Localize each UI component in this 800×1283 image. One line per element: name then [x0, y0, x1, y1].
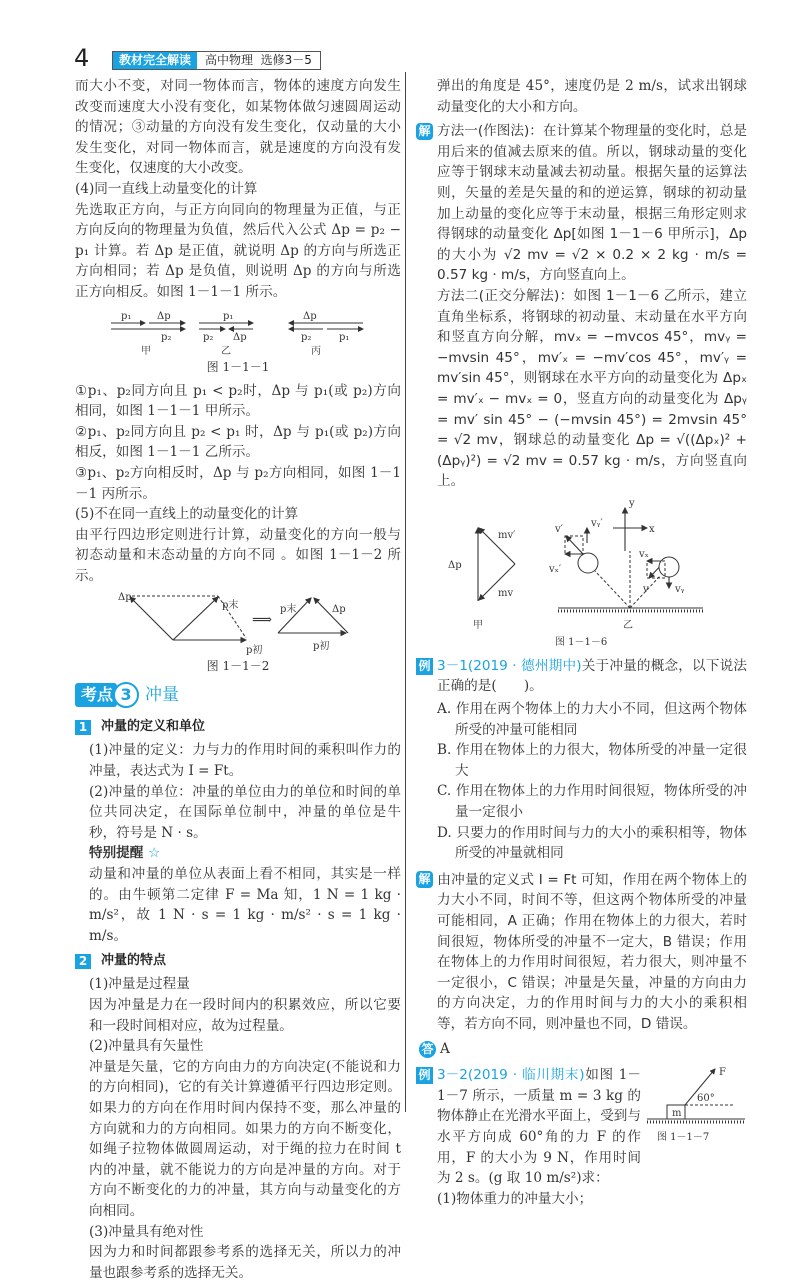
tip-heading [89, 843, 401, 864]
section-heading [75, 718, 401, 736]
left-column [75, 76, 401, 1283]
label-dp: Δp [448, 559, 462, 571]
implies-arrow: ⟹ [252, 612, 273, 629]
tip-text: 动量和冲量的单位从表面上看不相同，其实是一样的。由牛顿第二定律 F = Ma 知，1 N = 1 kg · m/s²，故 1 N · s = 1 kg · m/s² · s = 1 kg · m/s。 [89, 866, 401, 944]
running-header [112, 51, 321, 70]
column-divider [405, 72, 406, 1112]
example-source: 3－2(2019 · 临川期末) [437, 1067, 585, 1084]
label-p1: p₁ [121, 310, 132, 322]
axis-y: y [629, 497, 635, 509]
case-3: ③p₁、p₂方向相反时，Δp 与 p₂方向相同，如图 1－1－1 丙所示。 [75, 464, 401, 502]
problem-continuation: 弹出的角度是 45°，速度仍是 2 m/s，试求出钢球动量变化的大小和方向。 [437, 78, 747, 115]
section-impulse-features [75, 952, 401, 1283]
subheading: (4)同一直线上动量变化的计算 [75, 180, 258, 197]
paragraph: 因为力和时间都跟参考系的选择无关，所以力的冲量也跟参考系的选择无关。 [89, 1244, 401, 1281]
figure-caption: 图 1－1－7 [657, 1132, 710, 1144]
figure-caption: 图 1－1－1 [206, 359, 270, 374]
subheading: (5)不在同一直线上的动量变化的计算 [75, 506, 299, 523]
sub-label: 丙 [311, 345, 321, 357]
figure-caption: 图 1－1－2 [206, 659, 270, 674]
subheading: (2)冲量具有矢量性 [89, 1038, 204, 1055]
label-vy-prime: vᵧ′ [591, 517, 603, 529]
kaodian-label: 考点 [75, 683, 117, 707]
label-p2: p₂ [161, 331, 172, 343]
question-stem: 如图 1－1－7 所示，一质量 m = 3 kg 的物体静止在光滑水平面上，受到与水平方向成 60°角的力 F 的作用，F 的大小为 9 N，作用时间为 2 s。(g 取 10 m/s²)求： [437, 1067, 641, 1187]
label-v: v [643, 583, 649, 595]
example-source: 3－1(2019 · 德州期中) [437, 657, 582, 674]
solution-icon: 解 [416, 123, 433, 140]
label-v-prime: v′ [555, 523, 563, 535]
paragraph: 因为冲量是力在一段时间内的积累效应，所以它要和一段时间相对应，故为过程量。 [89, 997, 401, 1034]
section-heading [75, 952, 401, 970]
subheading: (3)冲量具有绝对性 [89, 1223, 204, 1240]
option-b: B. 作用在物体上的力很大，物体所受的冲量一定很大 [437, 742, 747, 779]
option-d: D. 只要力的作用时间与力的大小的乘积相等，物体所受的冲量就相同 [437, 824, 747, 862]
case-2: ②p₁、p₂同方向且 p₂ < p₁ 时，Δp 与 p₁(或 p₂)方向相反，如图 1－1－1 乙所示。 [75, 423, 401, 461]
method-1: 方法一(作图法)：在计算某个物理量的变化时，总是用后来的值减去原来的值。所以，钢球动量的变化应等于钢球末动量减去初动量。根据矢量的运算法则，矢量的差是矢量的和的逆运算，钢球的初动量加上动量的变化应等于末动量，根据三角形定则求得钢球的动量变化 Δp[如图 1－1－6 甲所示]，Δp 的大小为 √2 mv = √2 × 0.2 × 2 kg · m/s = 0.57 kg · m/s，方向竖直向上。 [437, 123, 747, 284]
ball-before [659, 557, 679, 577]
label-p-initial: p初 [313, 641, 330, 653]
label-dp: Δp [303, 310, 317, 322]
figure-1-1-7 [647, 1065, 747, 1145]
case-1: ①p₁、p₂同方向且 p₁ < p₂时，Δp 与 p₁(或 p₂)方向相同，如图 1－1－1 甲所示。 [75, 382, 401, 420]
label-dp: Δp [233, 331, 247, 343]
method-2: 方法二(正交分解法)：如图 1－1－6 乙所示，建立直角坐标系，将钢球的初动量、末动量在水平方向和竖直方向分解，mvₓ = −mvcos 45°，mvᵧ = −mvsin 45°，mv′ₓ = −mv′cos 45°，mv′ᵧ = mv′sin 45°，则钢球在水平方向的动量变化为 Δpₓ = mv′ₓ − mvₓ = 0，竖直方向的动量变化为 Δpᵧ = mv′ sin 45° − (−mvsin 45°) = 2mvsin 45° = √2 mv，钢球总的动量变化 Δp = √((Δpₓ)² + (Δpᵧ)²) = √2 mv = 0.57 kg · m/s，方向竖直向上。 [437, 287, 747, 490]
star-icon: ☆ [148, 845, 161, 862]
right-column [419, 76, 747, 1209]
paragraph: 先选取正方向，与正方向同向的物理量为正值，与正方向反向的物理量为负值，然后代入公式 Δp = p₂ − p₁ 计算。若 Δp 是正值，就说明 Δp 的方向与所选正方向相同；若 Δp 是负值，则说明 Δp 的方向与所选正方向相反。如图 1－1－1 所示。 [75, 201, 401, 300]
label-vx: vₓ [639, 548, 649, 560]
kaodian-banner [75, 682, 401, 708]
label-dp: Δp [118, 592, 132, 604]
paragraph: 由平行四边形定则进行计算，动量变化的方向一般与初态动量和末态动量的方向不同 。如图 1－1－2 所示。 [75, 526, 401, 584]
subheading: (1)冲量是过程量 [89, 976, 190, 993]
label-mass: m [672, 1108, 682, 1120]
figure-1-1-6 [443, 496, 723, 648]
sub-label: 甲 [473, 619, 483, 631]
example-icon: 例 [416, 1067, 433, 1084]
sub-label: 乙 [623, 619, 633, 631]
label-p2: p₂ [203, 331, 214, 343]
section-number: 2 [75, 954, 91, 969]
label-p1: p₁ [339, 331, 350, 343]
label-dp: Δp [157, 310, 171, 322]
solution-text: 由冲量的定义式 I = Ft 可知，作用在两个物体上的力大小不同，时间不等，但这两个物体所受的冲量可能相同，A 正确；作用在物体上的力很大，若时间很短，物体所受的冲量不一定大，B 错误；作用在物体上的力作用时间很短，若力很大，则冲量不一定很小，C 错误；冲量是矢量，冲量的方向由力的方向决定，力的作用时间与力的大小的乘积相等，若方向不同，则冲量也不同，D 错误。 [437, 871, 747, 1032]
question-stem: 关于冲量的概念，以下说法正确的是( )。 [437, 657, 747, 695]
axis-x: x [649, 523, 655, 535]
page-number: 4 [74, 44, 90, 72]
section-number: 1 [75, 720, 91, 735]
label-dp: Δp [332, 604, 346, 616]
solution-icon: 解 [416, 871, 433, 888]
label-p2: p₂ [301, 331, 312, 343]
subject: 高中物理 [205, 53, 254, 67]
label-vx-prime: vₓ′ [549, 563, 562, 575]
paragraph: (2)冲量的单位：冲量的单位由力的单位和时间的单位共同决定，在国际单位制中，冲量的单位是牛秒，符号是 N · s。 [89, 783, 401, 841]
subject-label [197, 52, 320, 69]
label-p-final: p末 [280, 604, 297, 616]
label-p-final: p末 [222, 600, 239, 612]
sub-label: 甲 [141, 345, 151, 357]
label-angle: 60° [697, 1093, 715, 1105]
section-title: 冲量的特点 [101, 953, 167, 969]
option-a: A. 作用在两个物体上的力大小不同，但这两个物体所受的冲量可能相同 [437, 701, 747, 738]
label-mv-prime: mv′ [498, 529, 516, 541]
kaodian-title: 冲量 [145, 685, 180, 706]
label-vy: vᵧ [675, 583, 685, 595]
label-force: F [719, 1067, 726, 1079]
example-icon: 例 [416, 658, 433, 675]
answer-value: A [440, 1040, 450, 1057]
sub-question-1: (1)物体重力的冲量大小； [437, 1190, 593, 1207]
paragraph: 而大小不变，对同一物体而言，物体的速度方向发生改变而速度大小没有变化，如某物体做匀速圆周运动的情况；③动量的方向没有发生变化，仅动量的大小发生变化，对同一物体而言，就是速度的方向没有发生变化，仅速度的大小改变。 [75, 78, 401, 177]
kaodian-number: 3 [113, 682, 139, 708]
section-impulse-definition [75, 718, 401, 946]
figure-1-1-2 [118, 590, 358, 656]
label-p-initial: p初 [246, 645, 263, 657]
volume: 选修3－5 [260, 53, 312, 67]
paragraph: 冲量是矢量，它的方向由力的方向决定(不能说和力的方向相同)，它的有关计算遵循平行四边形定则。如果力的方向在作用时间内保持不变，那么冲量的方向就和力的方向相同。如果力的方向不断变化，如绳子拉物体做圆周运动，对于绳的拉力在时间 t 内的冲量，就不能说力的方向是冲量的方向。对于方向不断变化的力的冲量，其方向与动量变化的方向相同。 [89, 1058, 401, 1219]
sub-label: 乙 [221, 345, 231, 357]
tip-label: 特别提醒 [89, 845, 144, 862]
example-3-2 [419, 1065, 747, 1209]
solution-block [419, 121, 747, 492]
label-p1: p₁ [223, 310, 234, 322]
figure-caption: 图 1－1－6 [555, 636, 608, 648]
figure-1-1-1 [103, 307, 373, 357]
example-3-1 [419, 656, 747, 1059]
section-title: 冲量的定义和单位 [101, 719, 206, 735]
option-c: C. 作用在物体上的力作用时间很短，物体所受的冲量一定很小 [437, 783, 747, 821]
label-mv: mv [498, 587, 514, 599]
series-label: 教材完全解读 [113, 52, 197, 69]
paragraph: (1)冲量的定义：力与力的作用时间的乘积叫作力的冲量，表达式为 I = Ft。 [89, 742, 401, 780]
ball-after [578, 553, 598, 573]
answer-icon: 答 [419, 1041, 436, 1058]
